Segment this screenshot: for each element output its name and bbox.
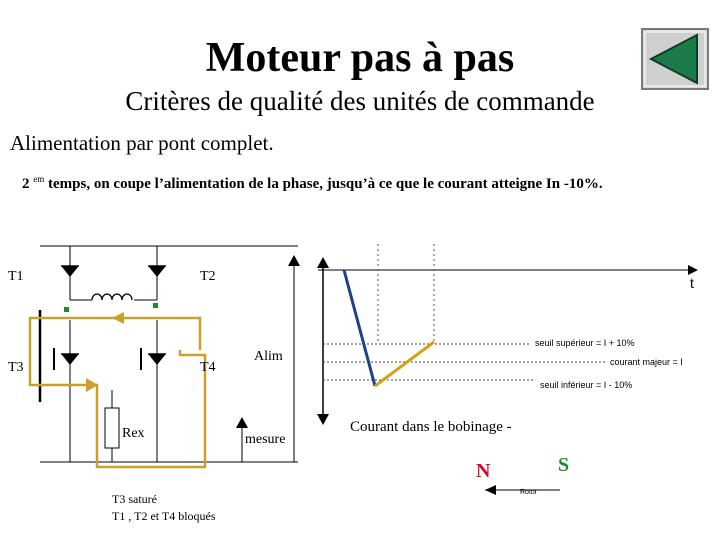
- resistor-rex: [105, 408, 119, 448]
- note-bloques: T1 , T2 et T4 bloqués: [112, 509, 216, 523]
- label-alim: Alim: [254, 349, 283, 364]
- rotor-icon: [485, 485, 560, 496]
- section-heading: Alimentation par pont complet.: [10, 131, 274, 155]
- label-t4: T4: [200, 360, 216, 375]
- graph-arrow-icons: [317, 257, 698, 425]
- label-t1: T1: [8, 269, 24, 284]
- coil-icon: [92, 294, 132, 300]
- supply-arrow-icons: [236, 255, 300, 428]
- label-south: S: [558, 454, 570, 476]
- label-rex: Rex: [122, 426, 145, 441]
- graph-caption: Courant dans le bobinage -: [350, 419, 512, 435]
- switch-t3-icon: [54, 348, 79, 370]
- current-fall: [344, 270, 375, 386]
- step-text: temps, on coupe l’alimentation de la phase, jusqu’à ce que le courant atteigne In -10%.: [48, 176, 603, 192]
- label-north: N: [476, 460, 491, 482]
- coil-terminals: [64, 303, 158, 312]
- switch-t2-icon: [148, 266, 166, 276]
- step-number: 2: [22, 176, 30, 192]
- switch-t1-icon: [61, 266, 79, 276]
- label-major: courant majeur = I: [610, 357, 683, 367]
- label-mesure: mesure: [245, 432, 286, 447]
- page-subtitle: Critères de qualité des unités de commande: [125, 86, 595, 116]
- current-graph: [318, 244, 694, 420]
- label-t-axis: t: [690, 275, 694, 291]
- current-arrow-icons: [86, 312, 124, 392]
- rotor-label: Rotor: [520, 489, 538, 496]
- switch-t4-icon: [141, 348, 166, 370]
- label-t3: T3: [8, 360, 24, 375]
- note-t3: T3 saturé: [112, 492, 157, 506]
- label-t2: T2: [200, 269, 216, 284]
- step-suffix: em: [33, 174, 45, 184]
- label-upper: seuil supérieur = I + 10%: [535, 338, 635, 348]
- current-rise: [375, 342, 434, 386]
- page-title: Moteur pas à pas: [205, 35, 515, 81]
- label-lower: seuil inférieur = I - 10%: [540, 380, 633, 390]
